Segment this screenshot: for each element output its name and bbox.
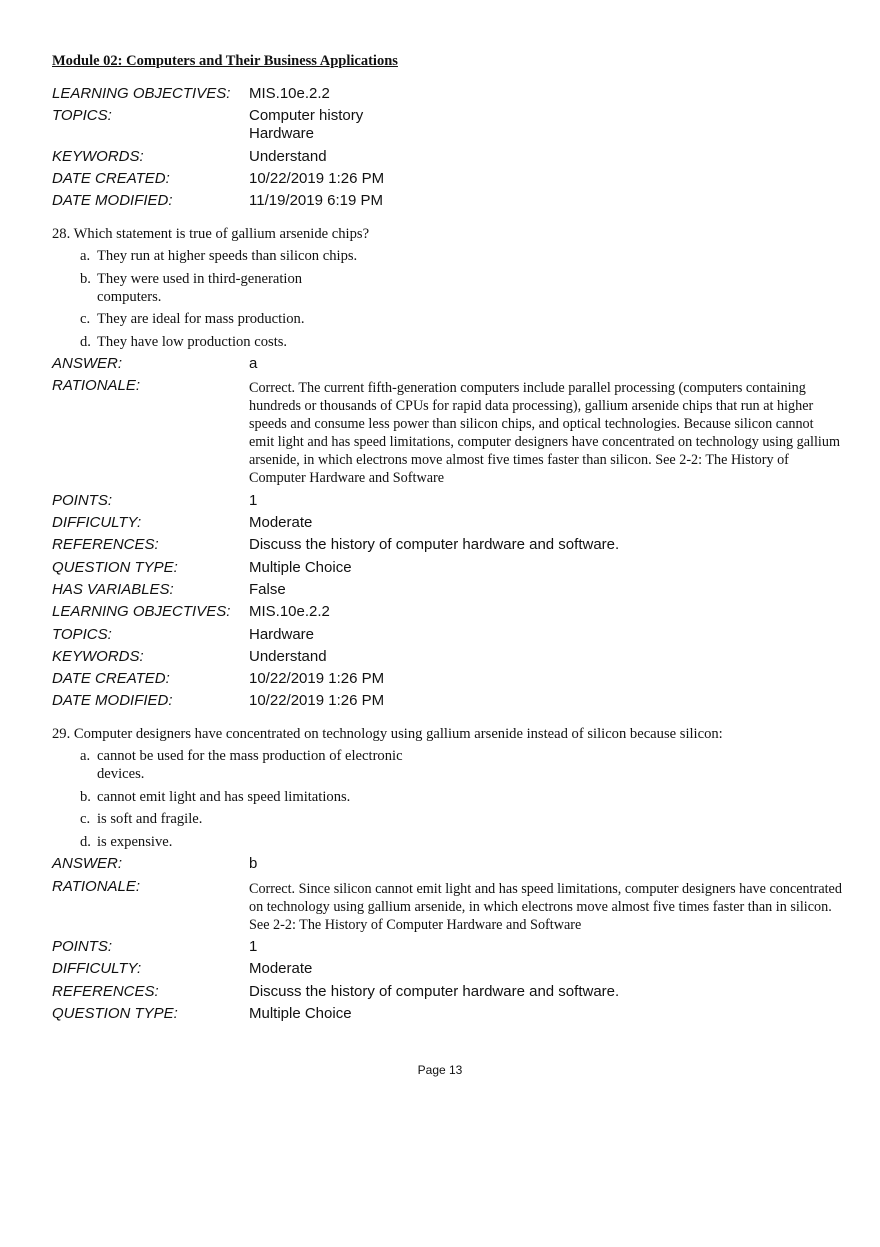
question-28-metadata [52,355,842,710]
rationale-text: Correct. The current fifth-generation computers include parallel processing (computers containing hundreds or thousands of CPUs for rapid data processing), gallium arsenide chips that run at higher speeds and consume less power than silicon chips, and optical technologies. Because silicon cannot emit light and has speed limitations, computer designers have concentrated on technology using gallium arsenide, in which electrons move almost five times faster than silicon. See 2-2: The History of Computer Hardware and Software [249,380,841,487]
meta-label: POINTS: [52,938,113,956]
option-text: cannot emit light and has speed limitations. [97,788,351,805]
meta-value: MIS.10e.2.2 [249,85,330,102]
option-text: They run at higher speeds than silicon chips. [97,248,358,265]
meta-label: DATE CREATED: [52,670,170,688]
meta-label: DATE CREATED: [52,169,170,187]
meta-keywords [52,648,842,666]
meta-date-modified [52,192,842,210]
meta-question-type [52,559,842,577]
meta-value [249,107,842,143]
meta-topics [52,107,842,143]
meta-label: TOPICS: [52,107,112,125]
meta-label: REFERENCES: [52,982,159,1000]
meta-label: RATIONALE: [52,377,141,395]
meta-label: ANSWER: [52,355,123,373]
option-letter: c. [80,811,91,828]
meta-value: Understand [249,147,327,165]
meta-topics [52,626,842,644]
meta-label: DIFFICULTY: [52,960,142,978]
option-text: is expensive. [97,833,173,850]
option-letter: d. [80,333,91,350]
meta-value: Moderate [249,960,313,978]
meta-label: LEARNING OBJECTIVES: [52,603,231,621]
meta-date-modified [52,692,842,710]
question-28 [52,225,842,351]
meta-difficulty [52,514,842,532]
option-text: They were used in third-generation computers. [97,270,303,305]
option-text: They have low production costs. [97,333,288,350]
meta-question-type [52,1005,842,1023]
meta-points [52,492,842,510]
meta-value: 11/19/2019 6:19 PM [249,192,383,210]
meta-value: Understand [249,647,327,665]
meta-value: 10/22/2019 1:26 PM [249,169,385,187]
meta-references [52,983,842,1001]
question-29 [52,725,842,851]
topic-item: Hardware [249,125,315,143]
option-d [80,833,842,851]
meta-value: Multiple Choice [249,558,352,576]
meta-label: TOPICS: [52,625,112,643]
header-metadata [52,85,842,210]
option-c [80,310,842,328]
meta-value: Multiple Choice [249,1004,352,1022]
option-letter: d. [80,833,91,850]
meta-value: Hardware [249,625,315,643]
meta-value: Discuss the history of computer hardware and software. [249,982,620,1000]
question-stem: 29. Computer designers have concentrated on technology using gallium arsenide instead of silicon because silicon: [52,726,723,743]
module-title: Module 02: Computers and Their Business Applications [52,53,398,69]
meta-keywords [52,148,842,166]
meta-difficulty [52,960,842,978]
meta-label: RATIONALE: [52,877,141,895]
meta-label: DATE MODIFIED: [52,692,173,710]
meta-label: LEARNING OBJECTIVES: [52,85,231,102]
meta-value: 1 [249,938,258,956]
topic-item: Computer history [249,107,364,125]
meta-label: POINTS: [52,491,113,509]
option-text: They are ideal for mass production. [97,311,305,328]
document-page [52,52,842,1027]
meta-answer [52,855,842,873]
option-text: is soft and fragile. [97,811,203,828]
option-b [80,270,842,306]
meta-points [52,938,842,956]
meta-label: DIFFICULTY: [52,514,142,532]
question-29-metadata [52,855,842,1022]
option-letter: b. [80,270,91,287]
option-letter: b. [80,788,91,805]
meta-rationale [52,377,842,487]
meta-value: b [249,855,258,873]
meta-value: Moderate [249,514,313,532]
option-text: cannot be used for the mass production of electronic devices. [97,748,403,783]
meta-label: QUESTION TYPE: [52,1004,178,1022]
meta-learning-objectives [52,85,842,103]
meta-value: Discuss the history of computer hardware and software. [249,536,620,554]
meta-value: 1 [249,491,258,509]
option-letter: a. [80,248,91,265]
option-d [80,333,842,351]
meta-label: QUESTION TYPE: [52,558,178,576]
meta-has-variables [52,581,842,599]
option-letter: a. [80,748,91,765]
meta-answer [52,355,842,373]
meta-date-created [52,170,842,188]
page-number: Page 13 [417,1063,463,1077]
option-a [80,747,842,783]
option-a [80,247,842,265]
meta-value: False [249,580,286,598]
meta-references [52,536,842,554]
rationale-text: Correct. Since silicon cannot emit light and has speed limitations, computer designers have concentrated on technology using gallium arsenide, in which electrons move almost five times faster than in silicon. See 2-2: The History of Computer Hardware and Software [249,880,842,933]
option-letter: c. [80,311,91,328]
meta-label: DATE MODIFIED: [52,192,173,210]
meta-rationale [52,878,842,934]
meta-value: 10/22/2019 1:26 PM [249,670,385,688]
meta-label: REFERENCES: [52,536,159,554]
meta-label: KEYWORDS: [52,147,144,165]
meta-label: HAS VARIABLES: [52,580,174,598]
meta-value: a [249,355,258,373]
option-b [80,788,842,806]
question-stem: 28. Which statement is true of gallium arsenide chips? [52,226,370,243]
meta-value: 10/22/2019 1:26 PM [249,692,385,710]
meta-date-created [52,670,842,688]
option-c [80,810,842,828]
meta-label: ANSWER: [52,855,123,873]
meta-learning-objectives [52,603,842,621]
meta-label: KEYWORDS: [52,647,144,665]
meta-value: MIS.10e.2.2 [249,603,330,621]
